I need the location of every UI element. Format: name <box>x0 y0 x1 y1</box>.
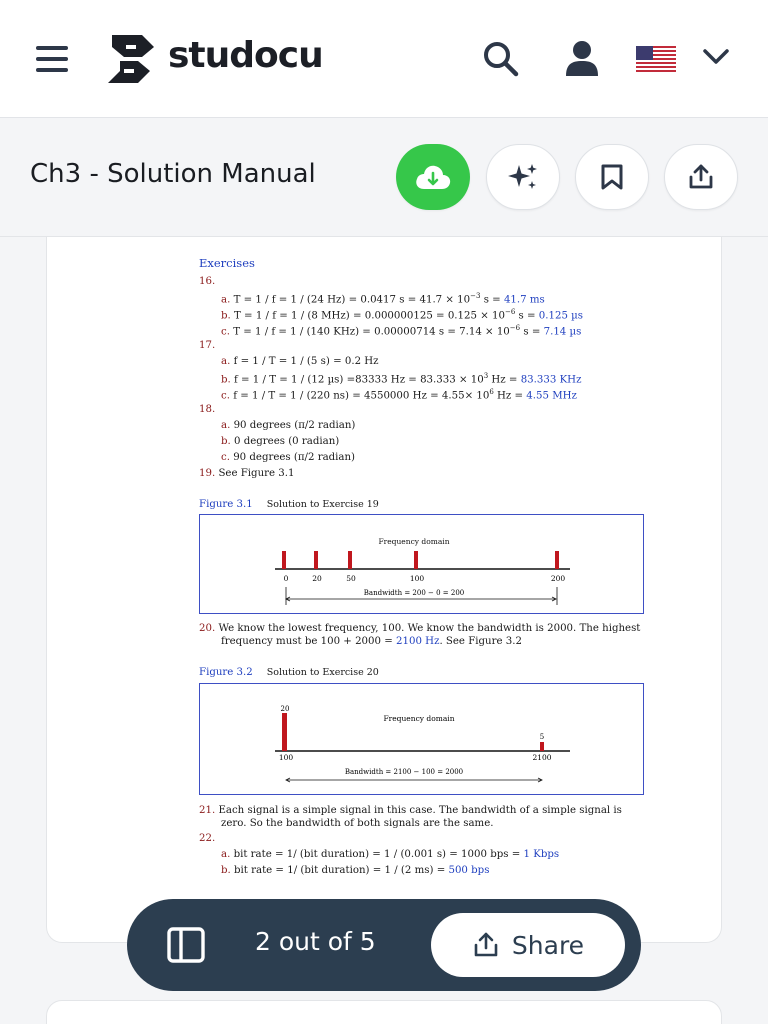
exercise-item: c. 90 degrees (π/2 radian) <box>221 452 356 463</box>
tick-label: 200 <box>550 574 566 583</box>
exercise-number: 22. <box>199 833 216 844</box>
amplitude-label: 20 <box>280 705 290 713</box>
exercise-number: 16. <box>199 276 216 287</box>
page-navigation-bar <box>127 899 641 991</box>
figure-3-1 <box>199 514 644 614</box>
share-button[interactable] <box>431 913 625 977</box>
sidebar-toggle-icon[interactable] <box>167 927 205 963</box>
share-icon <box>687 163 715 191</box>
exercise-item: c. f = 1 / T = 1 / (220 ns) = 4550000 $Hz = 4.55\times 10^6$ Hz = 4.55 MHz <box>221 388 577 402</box>
exercise-item: 19. See Figure 3.1 <box>199 468 295 479</box>
sparkles-icon <box>507 162 539 192</box>
frequency-spike <box>282 713 287 751</box>
figure-3-2 <box>199 683 644 795</box>
tick-label: 2100 <box>532 753 552 762</box>
exercise-item: c. T = 1 / f = 1 / (140 KHz) = 0.00000714 $s = 7.14 \times 10^{-6}$ s = 7.14 µs <box>221 324 582 338</box>
menu-icon[interactable] <box>36 46 68 72</box>
bookmark-icon <box>600 163 624 191</box>
bandwidth-label: Bandwidth = 200 − 0 = 200 <box>363 589 465 597</box>
tick-label: 50 <box>346 574 356 583</box>
exercise-item: b. 0 degrees (0 radian) <box>221 436 340 447</box>
frequency-spike <box>555 551 559 569</box>
exercise-item: a. 90 degrees (π/2 radian) <box>221 420 356 431</box>
studocu-logo-icon <box>102 33 160 85</box>
tick-label: 20 <box>312 574 322 583</box>
exercise-item: b. T = 1 / f = 1 / (8 $MHz) = 0.000000125 = 0.125 \times 10^{-6}$ s = 0.125 µs <box>221 308 584 322</box>
top-navigation-bar <box>0 0 768 118</box>
tick-label: 100 <box>409 574 425 583</box>
exercise-item: b. f = 1 / T = 1 / (12 µs) =83333 $Hz = 83.333 \times 10^3$ Hz = 83.333 KHz <box>221 372 582 386</box>
figure-caption: Figure 3.2 Solution to Exercise 20 <box>199 667 379 678</box>
exercise-item: a. f = 1 / T = 1 / (5 s) = 0.2 Hz <box>221 356 379 367</box>
share-icon <box>472 931 500 959</box>
tick-label: 0 <box>283 574 289 583</box>
exercise-item: 20. We know the lowest frequency, 100. We know the bandwidth is 2000. The highest <box>199 623 641 634</box>
page-counter: 2 out of 5 <box>255 927 376 956</box>
frequency-spike <box>314 551 318 569</box>
exercise-number: 17. <box>199 340 216 351</box>
exercise-item: b. bit rate = 1/ (bit duration) = 1 / (2 ms) = 500 bps <box>221 865 490 876</box>
cloud-download-icon <box>413 162 453 192</box>
ai-assistant-button[interactable] <box>486 144 560 210</box>
figure-caption: Figure 3.1 Solution to Exercise 19 <box>199 499 379 510</box>
us-flag-icon[interactable] <box>636 46 676 72</box>
exercises-heading: Exercises <box>199 256 255 270</box>
frequency-domain-diagram <box>200 515 645 615</box>
domain-label: Frequency domain <box>383 714 455 723</box>
exercise-item: a. bit rate = 1/ (bit duration) = 1 / (0.001 s) = 1000 bps = 1 Kbps <box>221 849 560 860</box>
bookmark-button[interactable] <box>575 144 649 210</box>
document-title-bar <box>0 119 768 237</box>
frequency-domain-diagram <box>200 684 645 796</box>
document-title: Ch3 - Solution Manual <box>30 159 316 189</box>
frequency-spike <box>414 551 418 569</box>
studocu-logo[interactable] <box>102 33 342 85</box>
download-button[interactable] <box>396 144 470 210</box>
share-top-button[interactable] <box>664 144 738 210</box>
frequency-spike <box>540 742 544 751</box>
user-icon[interactable] <box>564 40 600 76</box>
bandwidth-label: Bandwidth = 2100 − 100 = 2000 <box>344 768 464 776</box>
frequency-spike <box>348 551 352 569</box>
share-label: Share <box>511 930 585 960</box>
document-viewer[interactable] <box>46 237 722 943</box>
amplitude-label: 5 <box>539 733 545 741</box>
logo-text: studocu <box>168 35 323 76</box>
tick-label: 100 <box>278 753 294 762</box>
exercise-item: a. T = 1 / f = 1 / (24 Hz) = 0.0417 $s = 41.7 \times 10^{-3}$ s = 41.7 ms <box>221 292 545 306</box>
frequency-spike <box>282 551 286 569</box>
exercise-item: zero. So the bandwidth of both signals are the same. <box>221 818 494 829</box>
domain-label: Frequency domain <box>378 537 450 546</box>
chevron-down-icon[interactable] <box>702 48 730 66</box>
next-page-card <box>46 1000 722 1024</box>
exercise-item: 21. Each signal is a simple signal in this case. The bandwidth of a simple signal is <box>199 805 622 816</box>
search-icon[interactable] <box>482 40 520 78</box>
exercise-number: 18. <box>199 404 216 415</box>
exercise-item: frequency must be 100 + 2000 = 2100 Hz. See Figure 3.2 <box>221 636 522 647</box>
